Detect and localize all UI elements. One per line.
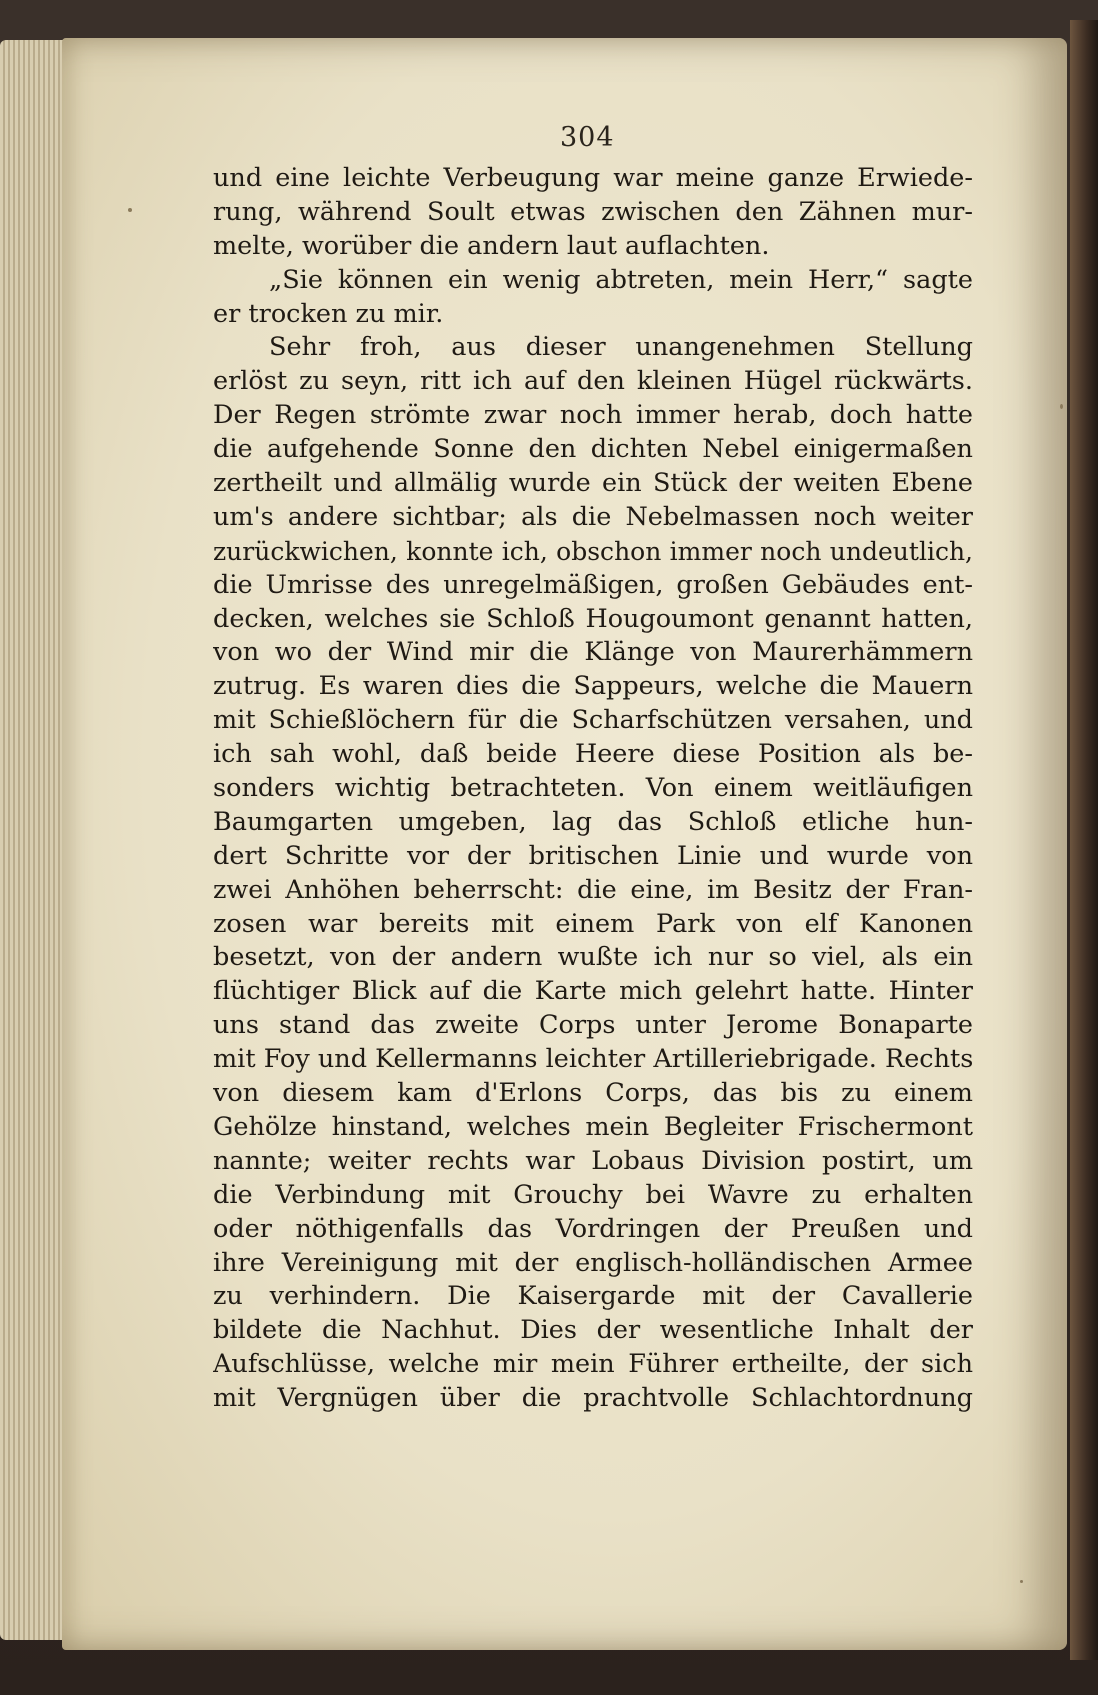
text-line: Baumgarten umgeben, lag das Schloß etliche hun- [213, 806, 973, 837]
text-line: mit Foy und Kellermanns leichter Artilleriebrigade. Rechts [213, 1044, 973, 1075]
text-line: melte, worüber die andern laut auflachten. [213, 230, 770, 261]
text-line: die Verbindung mit Grouchy bei Wavre zu erhalten [213, 1179, 973, 1210]
text-line: rung, während Soult etwas zwischen den Zähnen mur- [213, 196, 973, 227]
body-text [213, 162, 973, 1416]
text-line: von wo der Wind mir die Klänge von Maurerhämmern [213, 637, 973, 668]
text-line: erlöst zu seyn, ritt ich auf den kleinen Hügel rückwärts. [213, 366, 973, 397]
text-line: uns stand das zweite Corps unter Jerome Bonaparte [213, 1010, 973, 1041]
text-line: um's andere sichtbar; als die Nebelmassen noch weiter [213, 501, 973, 532]
text-line: zurückwichen, konnte ich, obschon immer noch undeutlich, [213, 536, 973, 566]
text-line: bildete die Nachhut. Dies der wesentliche Inhalt der [213, 1315, 973, 1346]
text-line: die aufgehende Sonne den dichten Nebel einigermaßen [213, 434, 973, 465]
text-line: Gehölze hinstand, welches mein Begleiter Frischermont [213, 1111, 973, 1142]
text-line: zu verhindern. Die Kaisergarde mit der Cavallerie [213, 1281, 973, 1312]
page-number: 304 [560, 122, 615, 153]
text-line: oder nöthigenfalls das Vordringen der Preußen und [213, 1213, 973, 1244]
text-line: von diesem kam d'Erlons Corps, das bis zu einem [213, 1078, 973, 1109]
text-line: zwei Anhöhen beherrscht: die eine, im Besitz der Fran- [213, 874, 973, 905]
text-line: die Umrisse des unregelmäßigen, großen Gebäudes ent- [213, 569, 973, 600]
text-line: Der Regen strömte zwar noch immer herab, doch hatte [213, 400, 973, 431]
text-line: er trocken zu mir. [213, 298, 444, 329]
text-line: mit Vergnügen über die prachtvolle Schlachtordnung [213, 1383, 973, 1414]
paper-speck [1020, 1580, 1023, 1583]
text-line: ich sah wohl, daß beide Heere diese Position als be- [213, 739, 973, 770]
text-line: sonders wichtig betrachteten. Von einem weitläufigen [213, 773, 973, 804]
text-line: dert Schritte vor der britischen Linie und wurde von [213, 840, 973, 871]
text-line: mit Schießlöchern für die Scharfschützen versahen, und [213, 705, 973, 736]
paper-speck [128, 208, 132, 212]
page-edges [0, 40, 70, 1640]
text-line: zertheilt und allmälig wurde ein Stück der weiten Ebene [213, 468, 973, 499]
text-line: zutrug. Es waren dies die Sappeurs, welche die Mauern [213, 671, 973, 702]
paper-speck [1060, 404, 1063, 409]
text-line: Aufschlüsse, welche mir mein Führer ertheilte, der sich [213, 1349, 973, 1380]
text-line: nannte; weiter rechts war Lobaus Division postirt, um [213, 1145, 973, 1176]
text-line: besetzt, von der andern wußte ich nur so viel, als ein [213, 942, 973, 973]
text-line: zosen war bereits mit einem Park von elf Kanonen [213, 908, 973, 939]
text-line: flüchtiger Blick auf die Karte mich gelehrt hatte. Hinter [213, 976, 973, 1007]
text-line: decken, welches sie Schloß Hougoumont genannt hatten, [213, 603, 973, 634]
text-line: ihre Vereinigung mit der englisch-holländischen Armee [213, 1247, 973, 1278]
book-spine [1070, 20, 1098, 1660]
text-line: „Sie können ein wenig abtreten, mein Herr,“ sagte [269, 264, 973, 295]
text-line: Sehr froh, aus dieser unangenehmen Stellung [269, 332, 973, 363]
text-line: und eine leichte Verbeugung war meine ganze Erwiede- [213, 163, 973, 193]
